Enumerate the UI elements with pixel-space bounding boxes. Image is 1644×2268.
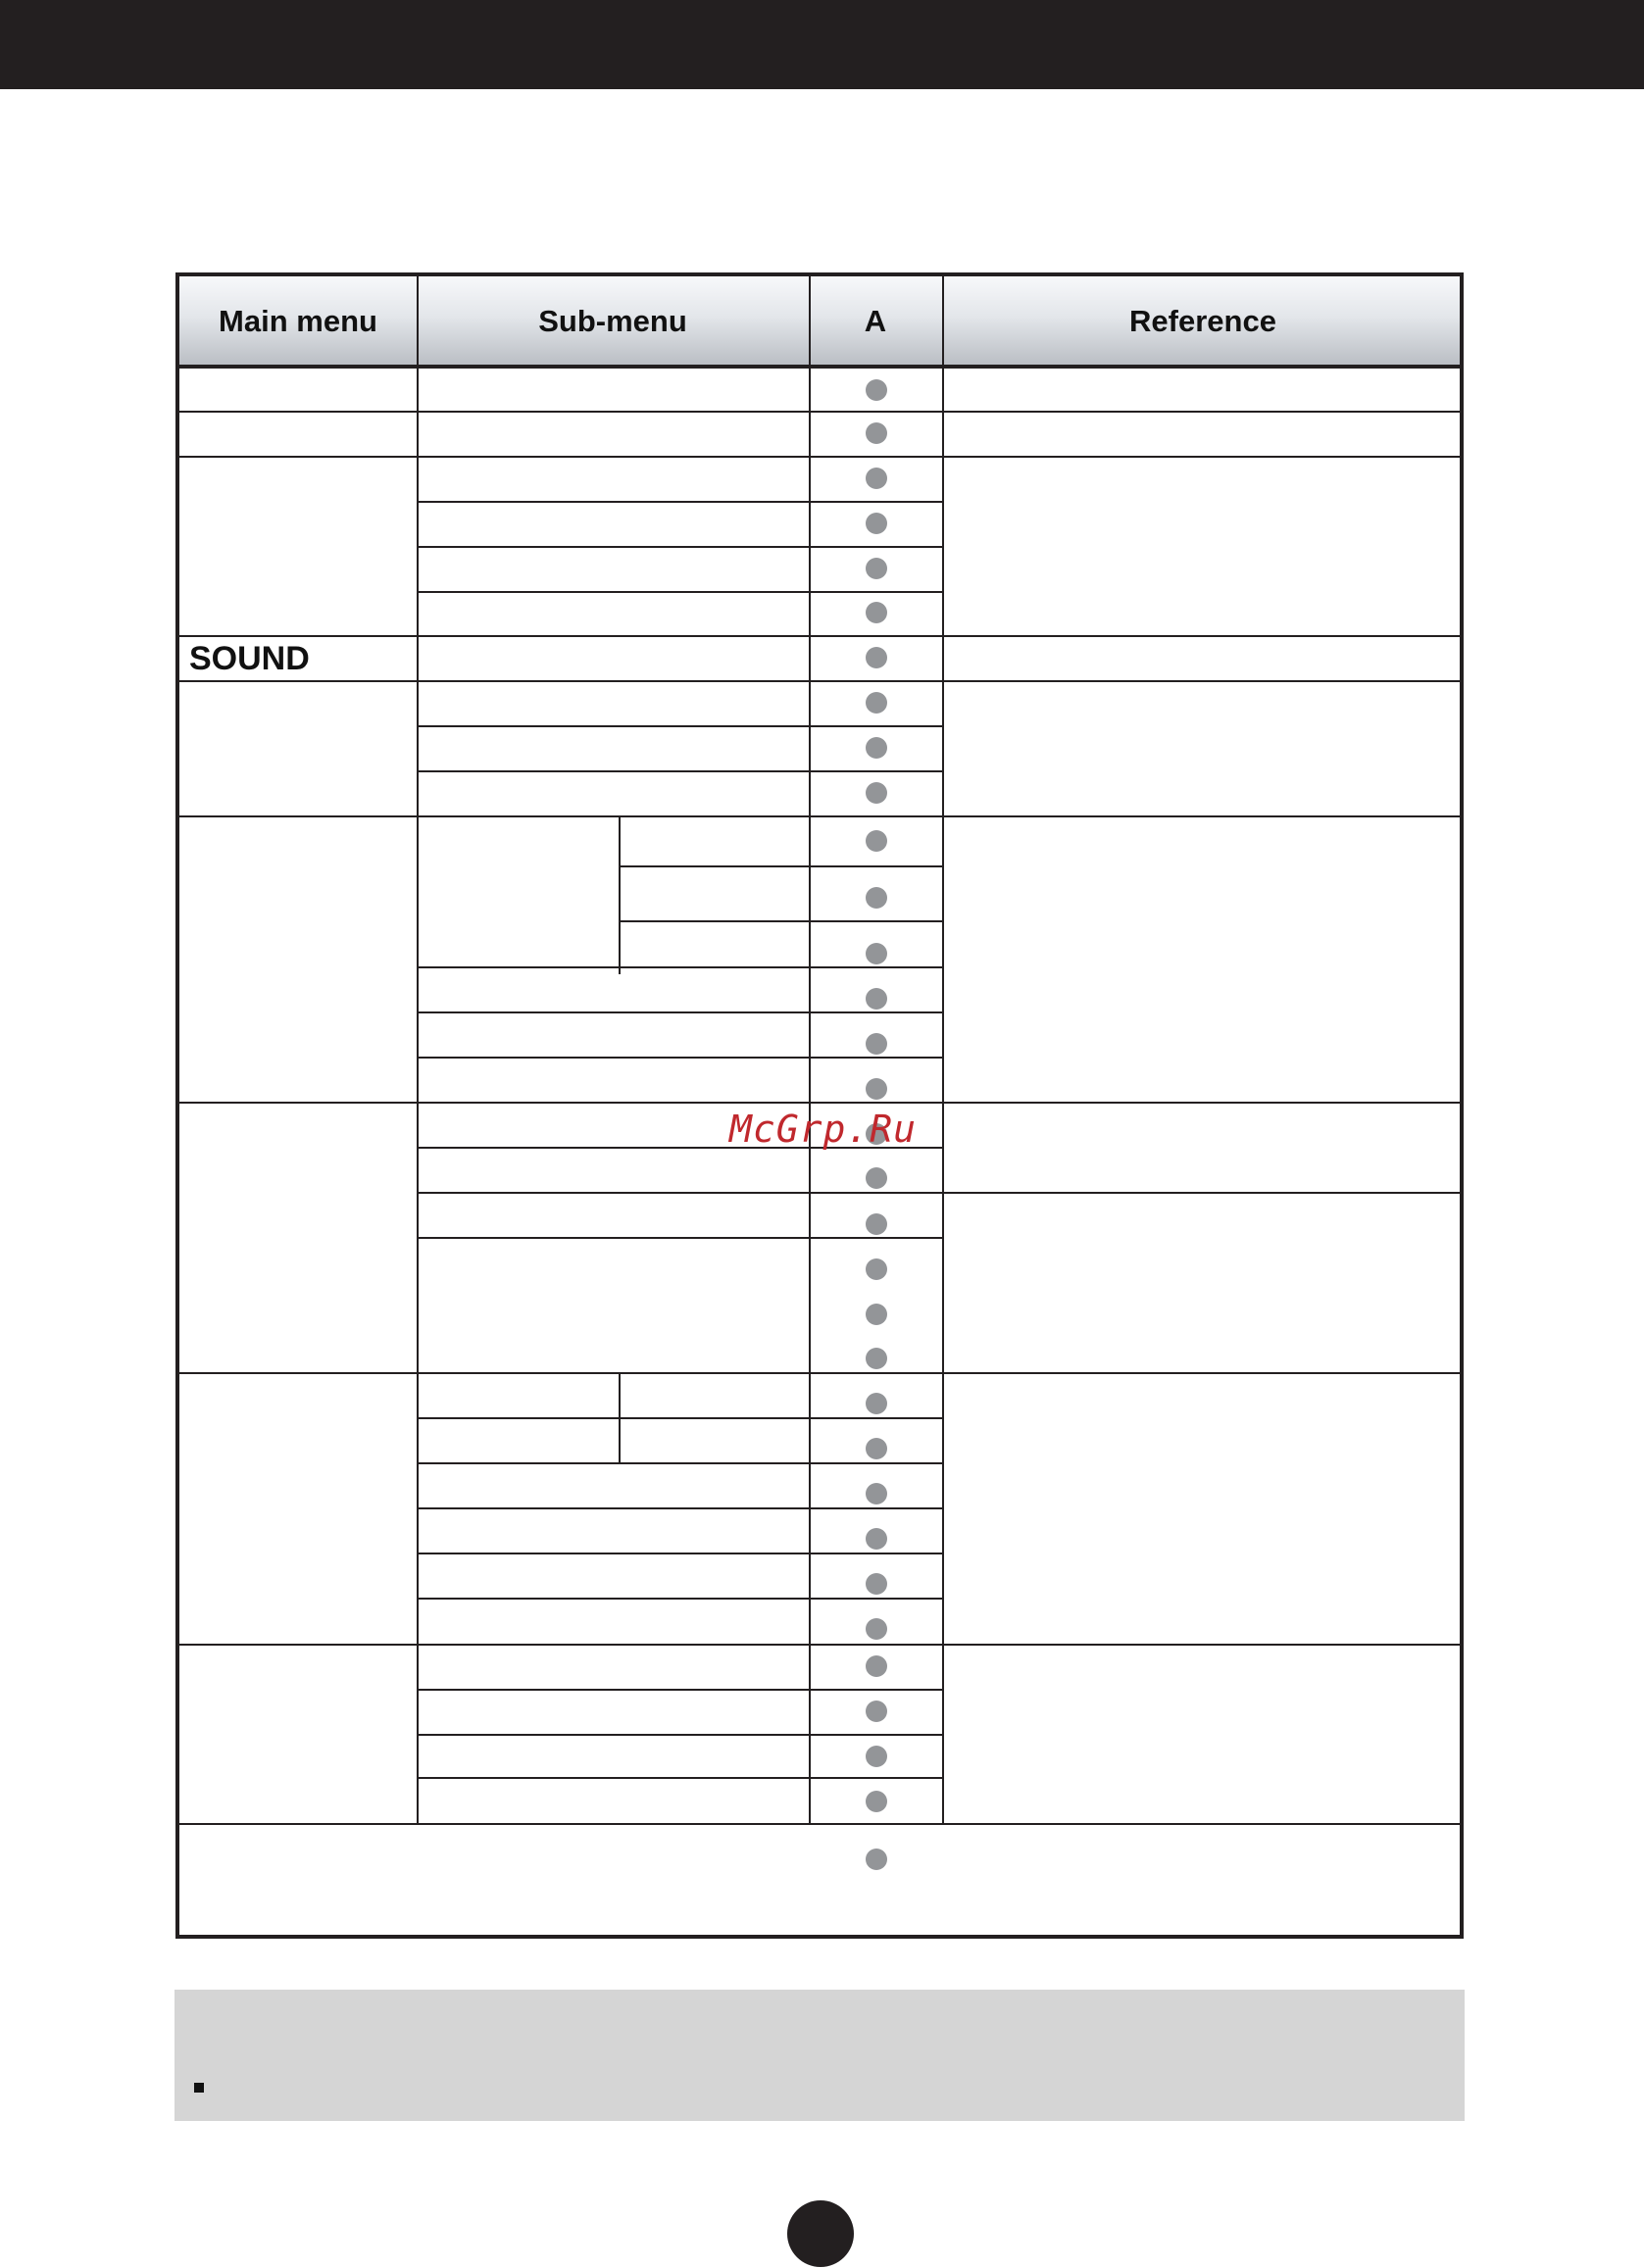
sub-row-separator xyxy=(417,1011,942,1013)
supported-dot xyxy=(866,602,887,623)
sub-row-separator xyxy=(417,1823,942,1825)
watermark-text: McGrp.Ru xyxy=(729,1108,918,1151)
supported-dot xyxy=(866,737,887,759)
col-divider-a xyxy=(809,276,811,1823)
sub-row-separator xyxy=(417,1192,942,1194)
group-separator xyxy=(179,680,1460,682)
note-bullet-icon xyxy=(194,2083,204,2093)
supported-dot xyxy=(866,1849,887,1870)
col-divider-ref xyxy=(942,276,944,1823)
note-box xyxy=(174,1990,1465,2121)
reference-separator xyxy=(942,1192,1460,1194)
supported-dot xyxy=(866,1348,887,1369)
group-separator xyxy=(179,1644,1460,1646)
col-divider-sub2 xyxy=(619,815,621,974)
nested-row-separator xyxy=(619,920,942,922)
sub-row-separator xyxy=(417,546,942,548)
header-main-menu: Main menu xyxy=(179,276,417,367)
supported-dot xyxy=(866,468,887,489)
supported-dot xyxy=(866,513,887,534)
sub-row-separator xyxy=(417,1507,942,1509)
nested-row-separator xyxy=(619,865,942,867)
sub-row-separator xyxy=(417,1734,942,1736)
supported-dot xyxy=(866,647,887,668)
sub-row-separator xyxy=(417,501,942,503)
supported-dot xyxy=(866,1483,887,1504)
nested-row-separator xyxy=(619,1417,942,1419)
sub-row-separator xyxy=(417,1553,942,1554)
sub-row-separator xyxy=(417,725,942,727)
supported-dot xyxy=(866,1258,887,1280)
sub-row-separator xyxy=(417,1237,942,1239)
group-separator xyxy=(179,1372,1460,1374)
sub-row-separator xyxy=(417,1598,942,1600)
group-separator xyxy=(179,815,1460,817)
header-sub-menu: Sub-menu xyxy=(417,276,809,367)
header-divider xyxy=(179,365,1460,369)
sub-row-separator xyxy=(417,966,942,968)
supported-dot xyxy=(866,1078,887,1100)
supported-dot xyxy=(866,1528,887,1550)
supported-dot xyxy=(866,1618,887,1640)
group-separator xyxy=(179,1102,1460,1104)
supported-dot xyxy=(866,1746,887,1767)
supported-dot xyxy=(866,422,887,444)
supported-dot xyxy=(866,1573,887,1595)
supported-dot xyxy=(866,1791,887,1812)
sub-row-separator xyxy=(417,1057,942,1059)
supported-dot xyxy=(866,1438,887,1459)
supported-dot xyxy=(866,1655,887,1677)
sub-row-separator xyxy=(417,1462,942,1464)
supported-dot xyxy=(866,830,887,852)
supported-dot xyxy=(866,1033,887,1055)
sub-row-separator xyxy=(417,1689,942,1691)
group-separator xyxy=(179,411,1460,413)
supported-dot xyxy=(866,1213,887,1235)
col-divider-main xyxy=(417,276,419,1823)
supported-dot xyxy=(866,1167,887,1189)
supported-dot xyxy=(866,558,887,579)
main-menu-sound-label: SOUND xyxy=(189,640,310,677)
group-separator xyxy=(179,635,1460,637)
header-reference: Reference xyxy=(942,276,1464,367)
group-separator xyxy=(179,456,1460,458)
sub-row-separator xyxy=(417,770,942,772)
menu-table xyxy=(175,272,1464,1939)
supported-dot xyxy=(866,988,887,1010)
supported-dot xyxy=(866,692,887,714)
supported-dot xyxy=(866,1701,887,1722)
supported-dot xyxy=(866,379,887,401)
sub-row-separator xyxy=(417,591,942,593)
sub-row-separator xyxy=(417,1777,942,1779)
top-header-bar xyxy=(0,0,1644,89)
supported-dot xyxy=(866,943,887,964)
supported-dot xyxy=(866,1393,887,1414)
page-number-badge xyxy=(787,2200,854,2267)
supported-dot xyxy=(866,1304,887,1325)
header-a: A xyxy=(809,276,942,367)
supported-dot xyxy=(866,887,887,909)
supported-dot xyxy=(866,782,887,804)
